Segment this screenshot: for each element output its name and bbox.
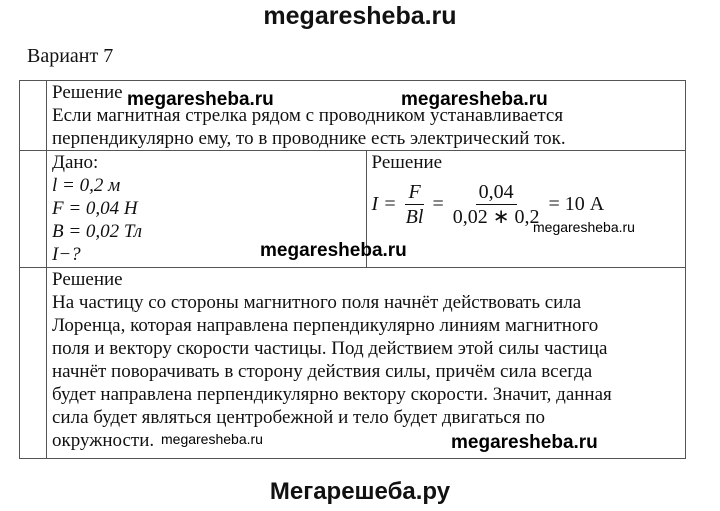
fraction-numerator: 0,04	[476, 180, 517, 205]
solution-cell	[366, 151, 686, 268]
answer-cell	[47, 268, 686, 459]
number-cell	[20, 268, 47, 459]
fraction-numerator: F	[405, 180, 423, 205]
site-header: megaresheba.ru	[263, 2, 457, 30]
answer-line: перпендикулярно ему, то в проводнике есть электрический ток.	[52, 128, 566, 149]
given-heading: Дано:	[52, 152, 99, 173]
variant-label: Вариант 7	[27, 45, 114, 67]
solution-heading: Решение	[52, 269, 123, 290]
given-item: l = 0,2 м	[52, 175, 121, 196]
answer-line: окружности.	[52, 430, 155, 451]
fraction	[450, 180, 543, 229]
watermark: megaresheba.ru	[401, 89, 548, 110]
watermark: megaresheba.ru	[451, 432, 598, 453]
answer-line: начнёт поворачивать в сторону действия силы, причём сила всегда	[52, 361, 593, 382]
formula	[372, 180, 686, 229]
site-footer: Мегарешеба.ру	[269, 478, 451, 505]
watermark: megaresheba.ru	[533, 219, 635, 235]
fraction-denominator: 0,02 ∗ 0,2	[452, 206, 540, 228]
fraction	[403, 180, 427, 229]
fraction-denominator: Bl	[405, 206, 424, 228]
given-item: B = 0,02 Тл	[52, 221, 143, 242]
solution-heading: Решение	[52, 82, 123, 103]
table-row	[20, 268, 686, 459]
given-item: I−?	[52, 244, 81, 265]
solutions-table	[19, 80, 686, 459]
given-item: F = 0,04 Н	[52, 198, 138, 219]
number-cell	[20, 81, 47, 151]
watermark: megaresheba.ru	[161, 431, 263, 447]
answer-line: Если магнитная стрелка рядом с проводником устанавливается	[52, 105, 564, 126]
answer-line: На частицу со стороны магнитного поля начнёт действовать сила	[52, 292, 582, 313]
solution-heading: Решение	[371, 152, 443, 173]
formula-result: = 10 А	[548, 193, 605, 215]
answer-line: Лоренца, которая направлена перпендикулярно линиям магнитного	[52, 315, 599, 336]
answer-line: будет направлена перпендикулярно вектору скорости. Значит, данная	[52, 384, 612, 405]
formula-equals: =	[432, 193, 444, 215]
watermark: megaresheba.ru	[127, 89, 274, 110]
watermark: megaresheba.ru	[260, 240, 407, 261]
formula-lhs: I =	[371, 193, 397, 215]
number-cell	[20, 151, 47, 268]
answer-line: сила будет являться центробежной и тело будет двигаться по	[52, 407, 545, 428]
answer-line: поля и вектору скорости частицы. Под действием этой силы частица	[52, 338, 608, 359]
table-row	[20, 81, 686, 151]
